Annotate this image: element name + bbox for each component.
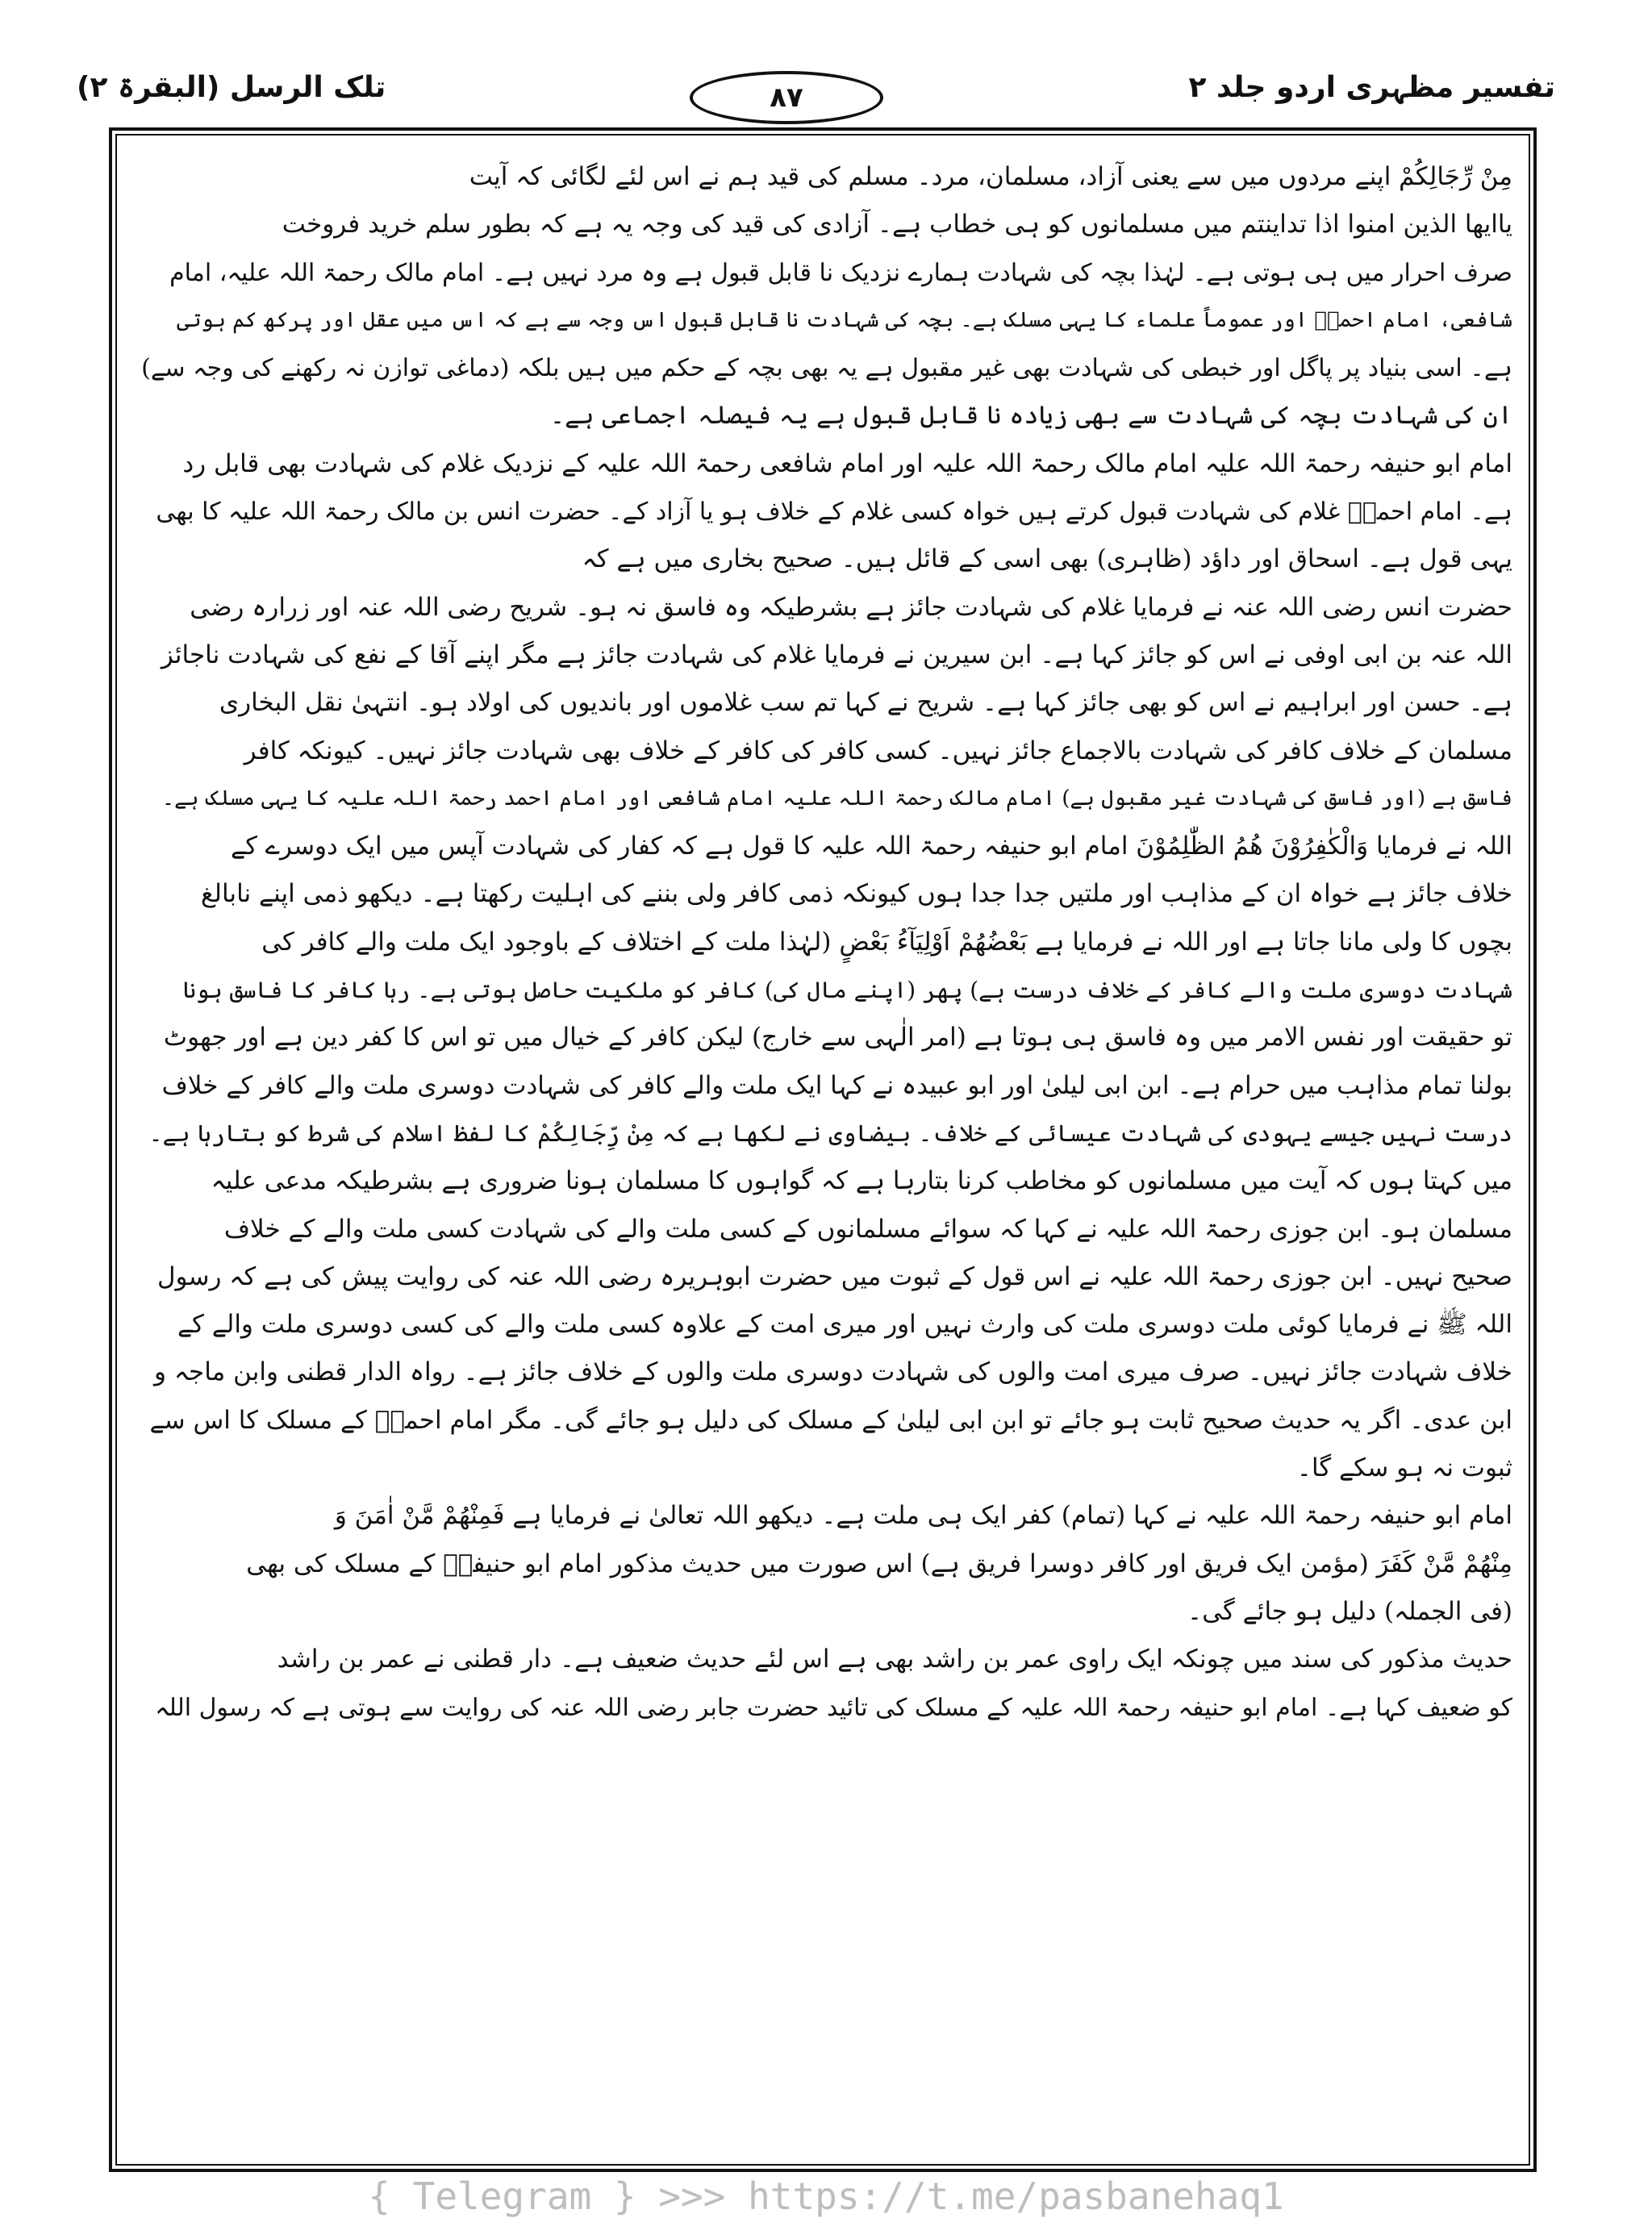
text-line: بولنا تمام مذاہب میں حرام ہے۔ ابن ابی لیلیٰ اور ابو عبیدہ نے کہا ایک ملت والے کافر کی شہادت دوسری ملت والے کافر کے خلاف xyxy=(161,1070,1512,1100)
text-line: ہے۔ امام احمدؒ غلام کی شہادت قبول کرتے ہیں خواہ کسی غلام کے خلاف ہو یا آزاد کے۔ حضرت انس بن مالک رحمۃ اللہ علیہ کا بھی xyxy=(156,498,1512,527)
text-line: اللہ نے فرمایا وَالْكٰفِرُوْنَ هُمُ الظّٰلِمُوْنَ امام ابو حنیفہ رحمۃ اللہ علیہ کا قول ہے کہ کفار کی شہادت آپس میں ایک دوسرے کے xyxy=(231,832,1512,861)
text-line: خلاف شہادت جائز نہیں۔ صرف میری امت والوں کی شہادت دوسری ملت والوں کے خلاف جائز ہے۔ رواہ الدار قطنی وابن ماجہ و xyxy=(154,1357,1512,1387)
text-line: بچوں کا ولی مانا جاتا ہے اور اللہ نے فرمایا ہے بَعْضُهُمْ اَوْلِيَآءُ بَعْضٍ (لہٰذا ملت کے اختلاف کے باوجود ایک ملت والے کافر کی xyxy=(261,927,1512,957)
text-line: مسلمان کے خلاف کافر کی شہادت بالاجماع جائز نہیں۔ کسی کافر کی کافر کے خلاف بھی شہادت جائز نہیں۔ کیونکہ کافر xyxy=(244,736,1512,765)
text-line: مِنْ رِّجَالِكُمْ اپنے مردوں میں سے یعنی آزاد، مسلمان، مرد۔ مسلم کی قید ہم نے اس لئے لگائی کہ آیت xyxy=(469,162,1512,191)
text-line: فاسق ہے (اور فاسق کی شہادت غیر مقبول ہے) امام مالک رحمۃ اللہ علیہ امام شافعی اور امام احمد رحمۃ اللہ علیہ کا یہی مسلک ہے۔ xyxy=(161,786,1512,811)
text-line: یہی قول ہے۔ اسحاق اور داؤد (ظاہری) بھی اسی کے قائل ہیں۔ صحیح بخاری میں ہے کہ xyxy=(582,544,1512,574)
text-line: (فی الجملہ) دلیل ہو جائے گی۔ xyxy=(1187,1596,1512,1626)
text-line: ابن عدی۔ اگر یہ حدیث صحیح ثابت ہو جائے تو ابن ابی لیلیٰ کے مسلک کی دلیل ہو جائے گی۔ مگر امام احمدؒ کے مسلک کا اس سے xyxy=(149,1405,1512,1435)
text-line: خلاف جائز ہے خواہ ان کے مذاہب اور ملتیں جدا جدا ہوں کیونکہ ذمی کافر ولی بننے کی اہلیت رکھتا ہے۔ دیکھو ذمی اپنے نابالغ xyxy=(201,879,1512,909)
section-title-header: تلک الرسل (البقرۃ ۲) xyxy=(77,71,386,104)
text-line: ہے۔ حسن اور ابراہیم نے اس کو بھی جائز کہا ہے۔ شریح نے کہا تم سب غلاموں اور باندیوں کی اولاد ہو۔ انتہیٰ نقل البخاری xyxy=(219,688,1512,718)
text-line: اللہ ﷺ نے فرمایا کوئی ملت دوسری ملت کی وارث نہیں اور میری امت کے علاوہ کسی ملت والے کی کسی دوسری ملت والے کے xyxy=(177,1310,1512,1340)
text-line: ہے۔ اسی بنیاد پر پاگل اور خبطی کی شہادت بھی غیر مقبول ہے یہ بھی بچہ کے حکم میں ہیں بلکہ (دماغی توازن نہ رکھنے کی وجہ سے) xyxy=(141,354,1512,383)
telegram-watermark: { Telegram } >>> https://t.me/pasbanehaq1 xyxy=(368,2174,1284,2218)
text-line: صرف احرار میں ہی ہوتی ہے۔ لہٰذا بچہ کی شہادت ہمارے نزدیک نا قابل قبول ہے وہ مرد نہیں ہے۔ امام مالک رحمۃ اللہ علیہ، امام xyxy=(169,258,1512,287)
text-line: امام ابو حنیفہ رحمۃ اللہ علیہ امام مالک رحمۃ اللہ علیہ اور امام شافعی رحمۃ اللہ علیہ کے نزدیک غلام کی شہادت بھی قابل رد xyxy=(182,448,1512,478)
text-line: صحیح نہیں۔ ابن جوزی رحمۃ اللہ علیہ نے اس قول کے ثبوت میں حضرت ابوہریرہ رضی اللہ عنہ کی روایت پیش کی ہے کہ رسول xyxy=(156,1261,1512,1291)
commentary-text xyxy=(137,153,1512,2153)
text-line: تو حقیقت اور نفس الامر میں وہ فاسق ہی ہوتا ہے (امر الٰہی سے خارج) لیکن کافر کے خیال میں تو اس کا کفر دین ہے اور جھوٹ xyxy=(163,1023,1512,1053)
text-line: یاایھا الذین امنوا اذا تداینتم میں مسلمانوں کو ہی خطاب ہے۔ آزادی کی قید کی وجہ یہ ہے کہ بطور سلم خرید فروخت xyxy=(282,210,1512,240)
text-line: کو ضعیف کہا ہے۔ امام ابو حنیفہ رحمۃ اللہ علیہ کے مسلک کی تائید حضرت جابر رضی اللہ عنہ کی روایت سے ہوتی ہے کہ رسول اللہ xyxy=(155,1693,1512,1722)
text-line: درست نہیں جیسے یہودی کی شہادت عیسائی کے خلاف۔ بیضاوی نے لکھا ہے کہ مِنْ رِّجَالِكُمْ کا لفظ اسلام کی شرط کو بتارہا ہے۔ xyxy=(148,1119,1512,1147)
text-line: ان کی شہادت بچہ کی شہادت سے بھی زیادہ نا قابل قبول ہے یہ فیصلہ اجماعی ہے۔ xyxy=(549,401,1512,431)
text-line: شافعی، امام احمدؒ اور عموماً علماء کا یہی مسلک ہے۔ بچہ کی شہادت نا قابل قبول اس وجہ سے ہے کہ اس میں عقل اور پرکھ کم ہوتی xyxy=(177,307,1512,332)
text-line: شہادت دوسری ملت والے کافر کے خلاف درست ہے) پھر (اپنے مال کی) کافر کو ملکیت حاصل ہوتی ہے۔ رہا کافر کا فاسق ہونا xyxy=(182,977,1512,1004)
page-number: ۸۷ xyxy=(690,71,883,124)
book-title-header: تفسیر مظہری اردو جلد ۲ xyxy=(1188,71,1555,104)
text-line: مِنْهُمْ مَّنْ كَفَرَ (مؤمن ایک فریق اور کافر دوسرا فریق ہے) اس صورت میں حدیث مذکور امام ابو حنیفہؒ کے مسلک کی بھی xyxy=(246,1549,1512,1578)
text-line: میں کہتا ہوں کہ آیت میں مسلمانوں کو مخاطب کرنا بتارہا ہے کہ گواہوں کا مسلمان ہونا ضروری ہے بشرطیکہ مدعی علیہ xyxy=(211,1166,1512,1196)
text-line: ثبوت نہ ہو سکے گا۔ xyxy=(1296,1453,1512,1483)
text-line: امام ابو حنیفہ رحمۃ اللہ علیہ نے کہا (تمام) کفر ایک ہی ملت ہے۔ دیکھو اللہ تعالیٰ نے فرمایا ہے فَمِنْهُمْ مَّنْ اٰمَنَ وَ xyxy=(334,1501,1512,1531)
text-line: حدیث مذکور کی سند میں چونکہ ایک راوی عمر بن راشد بھی ہے اس لئے حدیث ضعیف ہے۔ دار قطنی نے عمر بن راشد xyxy=(277,1645,1512,1674)
text-line: اللہ عنہ بن ابی اوفی نے اس کو جائز کہا ہے۔ ابن سیرین نے فرمایا غلام کی شہادت جائز ہے مگر اپنے آقا کے نفع کی شہادت ناجائز xyxy=(161,640,1512,669)
text-line: مسلمان ہو۔ ابن جوزی رحمۃ اللہ علیہ نے کہا کہ سوائے مسلمانوں کے کسی ملت والے کی شہادت کسی ملت والے کے خلاف xyxy=(223,1214,1512,1244)
text-line: حضرت انس رضی اللہ عنہ نے فرمایا غلام کی شہادت جائز ہے بشرطیکہ وہ فاسق نہ ہو۔ شریح رضی اللہ عنہ اور زرارہ رضی xyxy=(190,592,1512,622)
